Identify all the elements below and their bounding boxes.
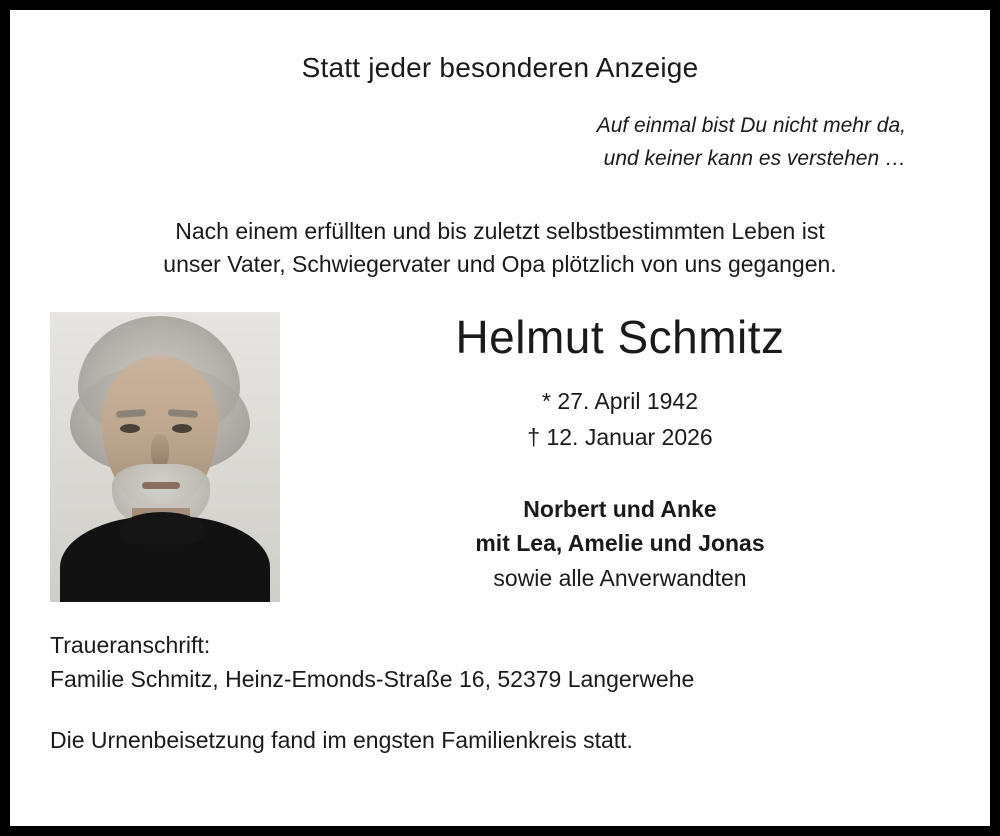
- verse: [42, 110, 906, 175]
- verse-line-1: Auf einmal bist Du nicht mehr da,: [596, 114, 906, 137]
- death-date: † 12. Januar 2026: [527, 424, 713, 451]
- life-dates: [300, 384, 940, 455]
- portrait-eye-right: [172, 424, 192, 433]
- family-line-1: Norbert und Anke: [523, 495, 717, 522]
- body-area: [42, 304, 958, 602]
- birth-date: * 27. April 1942: [541, 388, 698, 415]
- surviving-family: [300, 492, 940, 596]
- footer-info: [42, 628, 958, 758]
- family-line-3: sowie alle Anverwandten: [493, 564, 747, 591]
- address-value: Familie Schmitz, Heinz-Emonds-Straße 16, 52379 Langerwehe: [50, 666, 695, 693]
- verse-line-2: und keiner kann es verstehen …: [603, 146, 906, 170]
- portrait-eye-left: [120, 424, 140, 433]
- portrait-mouth: [142, 482, 180, 489]
- deceased-name: Helmut Schmitz: [455, 310, 785, 363]
- closing-note: Die Urnenbeisetzung fand im engsten Familienkreis statt.: [50, 726, 633, 753]
- family-line-2: mit Lea, Amelie und Jonas: [475, 530, 765, 557]
- intro-line-1: Nach einem erfüllten und bis zuletzt selbstbestimmten Leben ist: [175, 218, 825, 245]
- portrait-photo: [50, 312, 280, 602]
- headline: Statt jeder besonderen Anzeige: [301, 52, 699, 83]
- footer-spacer: [50, 697, 958, 723]
- portrait-collar: [120, 512, 204, 546]
- intro-line-2: unser Vater, Schwiegervater und Opa plötzlich von uns gegangen.: [163, 251, 837, 278]
- intro-text: [42, 215, 958, 282]
- address-label: Traueranschrift:: [50, 631, 211, 658]
- deceased-details: [290, 304, 958, 595]
- portrait-container: [42, 304, 290, 602]
